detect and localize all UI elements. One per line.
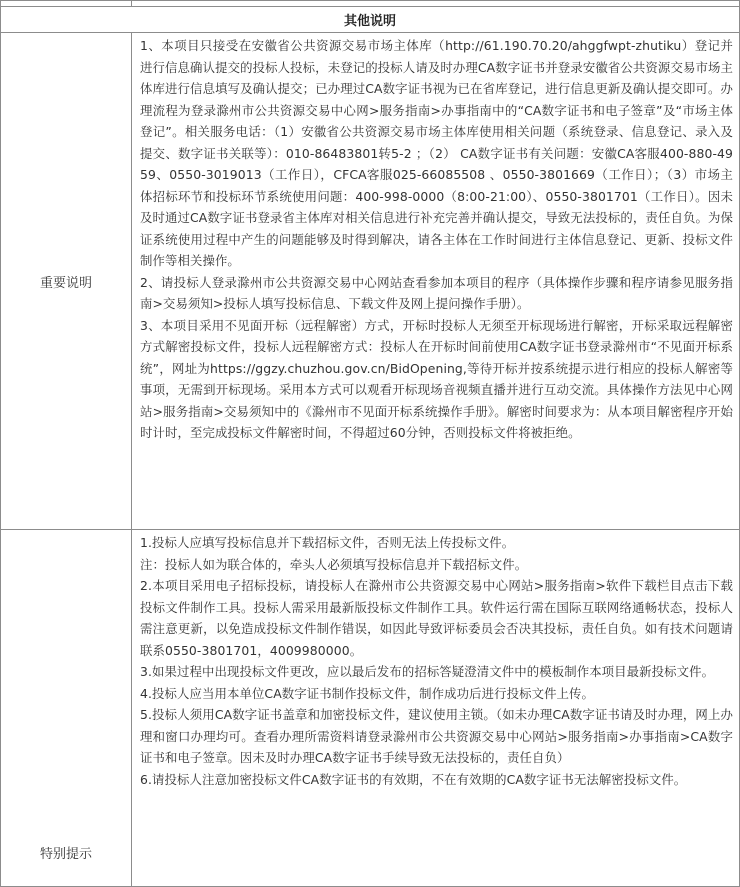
important-notes-content — [132, 33, 740, 530]
special-tips-content — [132, 530, 740, 887]
special-tips-label: 特别提示 — [1, 530, 132, 887]
special-tip-paragraph: 2.本项目采用电子招标投标，请投标人在滁州市公共资源交易中心网站>服务指南>软件下载栏目点击下载投标文件制作工具。投标人需采用最新版投标文件制作工具。软件运行需在国际互联网络通畅状态，投标人需注意更新，以免造成投标文件制作错误，如因此导致评标委员会否决其投标，责任自负。如有技术问题请联系0550-3801701，4009980000。 — [140, 578, 733, 658]
important-note-paragraph: 3、本项目采用不见面开标（远程解密）方式，开标时投标人无须至开标现场进行解密，开标采取远程解密方式解密投标文件，投标人远程解密方式：投标人在开标时间前使用CA数字证书登录滁州市“不见面开标系统”，网址为https://ggzy.chuzhou.gov.cn/BidOpening,等待开标并按系统提示进行相应的投标人解密等事项，无需到开标现场。采用本方式可以观看开标现场音视频直播并进行互动交流。具体操作方法见中心网站>服务指南>交易须知中的《滁州市不见面开标系统操作手册》。解密时间要求为：从本项目解密程序开始时计时，至完成投标文件解密时间，不得超过60分钟，否则投标文件将被拒绝。 — [140, 317, 733, 440]
important-notes-label: 重要说明 — [1, 33, 132, 530]
special-tip-paragraph: 3.如果过程中出现投标文件更改，应以最后发布的招标答疑澄清文件中的模板制作本项目最新投标文件。 — [140, 664, 715, 679]
special-tip-paragraph: 4.投标人应当用本单位CA数字证书制作投标文件，制作成功后进行投标文件上传。 — [140, 685, 595, 701]
special-tip-paragraph: 5.投标人须用CA数字证书盖章和加密投标文件，建议使用主锁。（如未办理CA数字证书请及时办理，网上办理和窗口办理均可。查看办理所需资料请登录滁州市公共资源交易中心网站>服务指南>办事指南>CA数字证书和电子签章。因未及时办理CA数字证书手续导致无法投标的，责任自负） — [140, 707, 733, 765]
special-tip-paragraph: 6.请投标人注意加密投标文件CA数字证书的有效期，不在有效期的CA数字证书无法解密投标文件。 — [140, 771, 687, 787]
title-row — [1, 7, 740, 33]
special-tips-row — [1, 530, 740, 887]
special-tip-paragraph: 1.投标人应填写投标信息并下载招标文件，否则无法上传投标文件。 — [140, 535, 515, 550]
important-note-paragraph: 2、请投标人登录滁州市公共资源交易中心网站查看参加本项目的程序（具体操作步骤和程序请参见服务指南>交易须知>投标人填写投标信息、下载文件及网上提问操作手册）。 — [140, 274, 733, 311]
table-title: 其他说明 — [1, 7, 740, 33]
special-tip-paragraph: 注：投标人如为联合体的，牵头人必须填写投标信息并下载招标文件。 — [140, 556, 528, 572]
important-note-paragraph: 1、本项目只接受在安徽省公共资源交易市场主体库（http://61.190.70.20/ahggfwpt-zhutiku）登记并进行信息确认提交的投标人投标，未登记的投标人请及时办理CA数字证书并登录安徽省公共资源交易市场主体库进行信息填写及确认提交；已办理过CA数字证书视为已在省库登记，进行信息更新及确认提交即可。办理流程为登录滁州市公共资源交易中心网>服务指南>办事指南中的“CA数字证书和电子签章”及“市场主体登记”。相关服务电话：（1）安徽省公共资源交易市场主体库使用相关问题（系统登录、信息登记、录入及提交、数字证书关联等）：010-86483801转5-2 ；（2） CA数字证书有关问题：安徽CA客服400-880-4959、0550-3019013（工作日），CFCA客服025-66085508 、0550-3801669（工作日）；（3）市场主体招标环节和投标环节系统使用问题：400-998-0000（8:00-21:00）、0550-3801701（工作日）。因未及时通过CA数字证书登录省主体库对相关信息进行补充完善并确认提交，导致无法投标的，责任自负。为保证系统使用过程中产生的问题能够及时得到解决，请各主体在工作时间进行主体信息登记、更新、投标文件制作等相关操作。 — [140, 38, 733, 268]
important-notes-row — [1, 33, 740, 530]
